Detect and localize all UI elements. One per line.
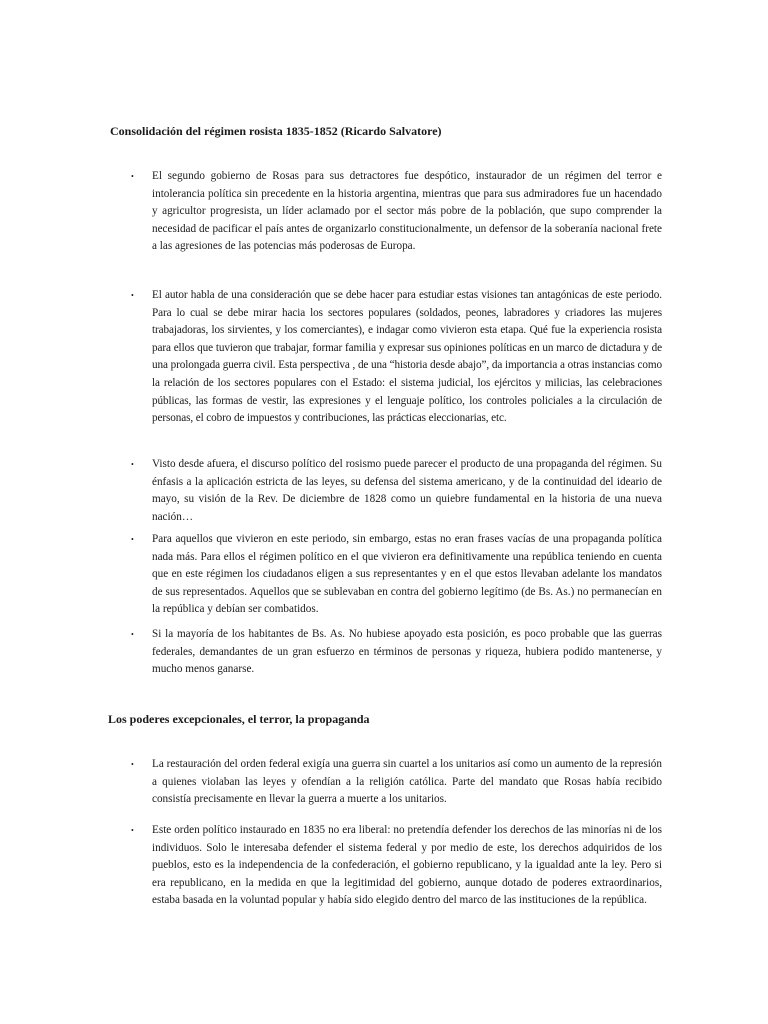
paragraph: Para aquellos que vivieron en este periodo, sin embargo, estas no eran frases vacías de una propaganda política nada más. Para ellos el régimen político en el que vivieron era definitivamente una república teniendo en cuenta que en este régimen los ciudadanos eligen a sus representantes y en el que estos llevaban adelante los mandatos de sus representados. Aquellos que se sublevaban en contra del gobierno legítimo (de Bs. As.) no permanecían en la república y debían ser combatidos. xyxy=(152,533,662,616)
paragraph: Si la mayoría de los habitantes de Bs. As. No hubiese apoyado esta posición, es poco probable que las guerras federales, demandantes de un gran esfuerzo en términos de personas y riqueza, hubiera podido mantenerse, y mucho menos ganarse. xyxy=(152,628,662,676)
bullet-icon: • xyxy=(131,460,134,469)
paragraph: El segundo gobierno de Rosas para sus detractores fue despótico, instaurador de un régimen del terror e intolerancia política sin precedente en la historia argentina, mientras que para sus admiradores fue un hacendado y agricultor progresista, un líder aclamado por el sector más pobre de la población, que supo comprender la necesidad de pacificar el país antes de organizarlo constitucionalmente, un defensor de la soberanía nacional frete a las agresiones de las potencias más poderosas de Europa. xyxy=(152,170,662,253)
bullet-icon: • xyxy=(131,826,134,835)
bullet-icon: • xyxy=(131,535,134,544)
section-title: Consolidación del régimen rosista 1835-1852 (Ricardo Salvatore) xyxy=(110,124,442,138)
section-title: Los poderes excepcionales, el terror, la propaganda xyxy=(108,712,370,726)
paragraph: Este orden político instaurado en 1835 no era liberal: no pretendía defender los derechos de las minorías ni de los individuos. Solo le interesaba defender el sistema federal y por medio de este, los derechos adquiridos de los pueblos, esto es la independencia de la confederación, el gobierno republicano, y la igualdad ante la ley. Pero si era republicano, en la medida en que la legitimidad del gobierno, aunque dotado de poderes extraordinarios, estaba basada en la voluntad popular y había sido elegido dentro del marco de las instituciones de la república. xyxy=(152,824,662,907)
bullet-icon: • xyxy=(131,172,134,181)
paragraph: El autor habla de una consideración que se debe hacer para estudiar estas visiones tan antagónicas de este periodo. Para lo cual se debe mirar hacia los sectores populares (soldados, peones, labradores y criadores las mujeres trabajadoras, los sirvientes, y los comerciantes), e indagar como vivieron esta etapa. Qué fue la experiencia rosista para ellos que tuvieron que trabajar, formar familia y expresar sus opiniones políticas en un marco de dictadura y de una prolongada guerra civil. Esta perspectiva , de una “historia desde abajo”, da importancia a otras instancias como la relación de los sectores populares con el Estado: el sistema judicial, los ejércitos y milicias, las celebraciones públicas, las formas de vestir, las expresiones y el lenguaje político, los controles policiales a la circulación de personas, el cobro de impuestos y contribuciones, las prácticas eleccionarias, etc. xyxy=(152,289,662,425)
bullet-icon: • xyxy=(131,630,134,639)
paragraph: La restauración del orden federal exigía una guerra sin cuartel a los unitarios así como un aumento de la represión a quienes violaban las leyes y ofendían a la religión católica. Parte del mandato que Rosas había recibido consistía precisamente en llevar la guerra a muerte a los unitarios. xyxy=(152,758,662,806)
bullet-icon: • xyxy=(131,760,134,769)
bullet-icon: • xyxy=(131,291,134,300)
paragraph: Visto desde afuera, el discurso político del rosismo puede parecer el producto de una propaganda del régimen. Su énfasis a la aplicación estricta de las leyes, su defensa del sistema americano, y de la continuidad del ideario de mayo, su visión de la Rev. De diciembre de 1828 como un quiebre fundamental en la historia de una nueva nación… xyxy=(152,458,662,523)
